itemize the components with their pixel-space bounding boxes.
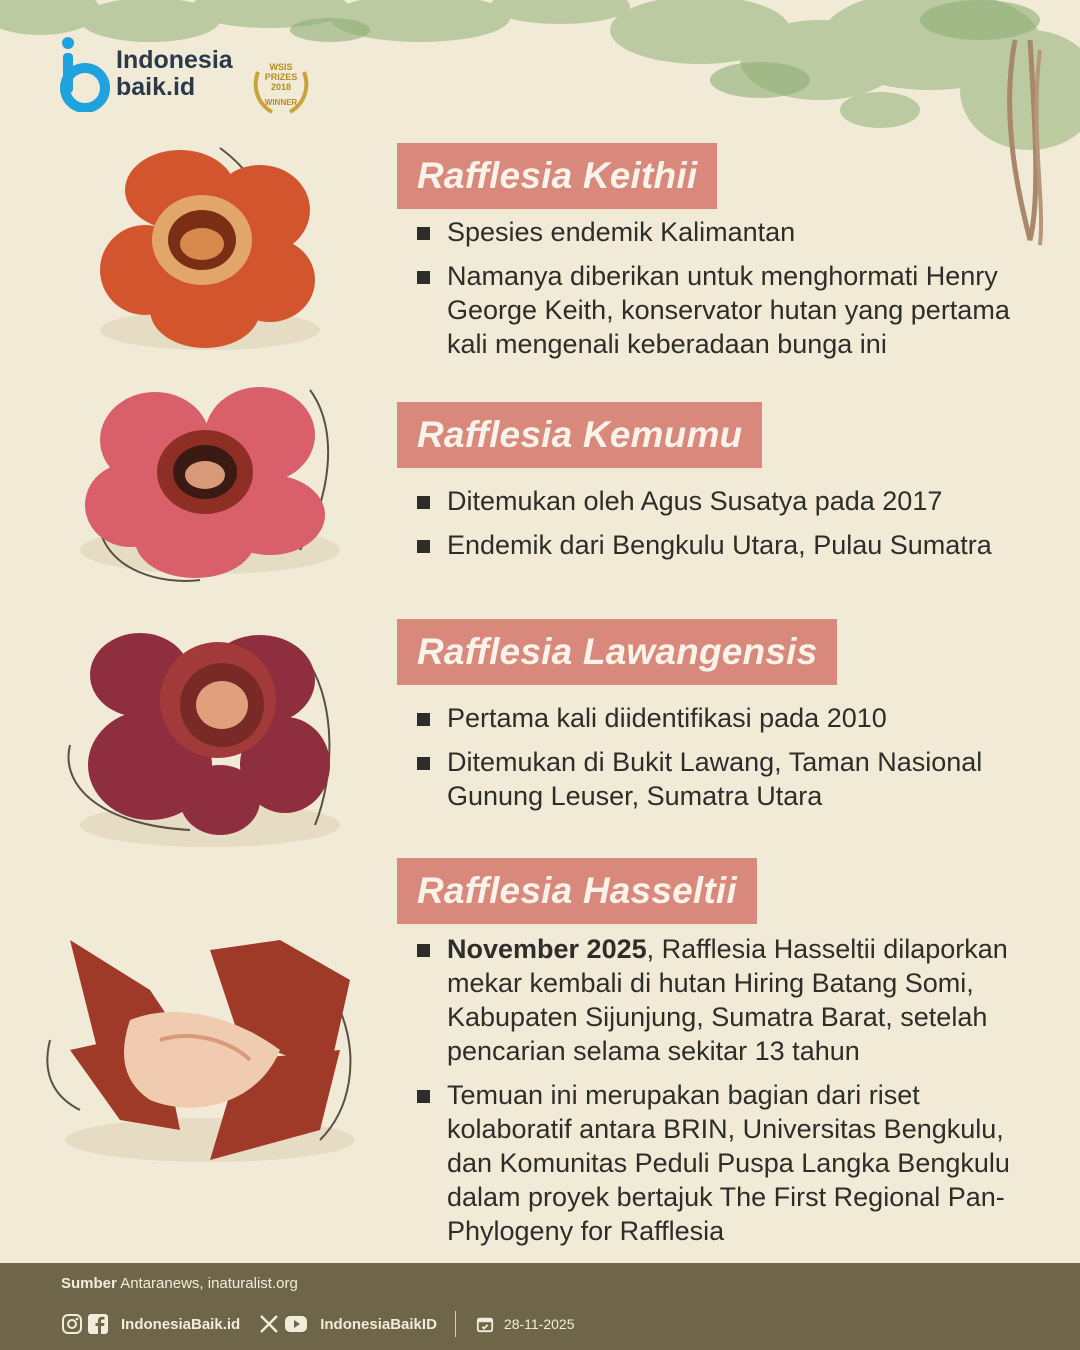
bullet-text: Namanya diberikan untuk menghormati Henry George Keith, konservator hutan yang pertama kali mengenali keberadaan bunga ini [447,261,1010,359]
publish-date: 28-11-2025 [503,1316,575,1332]
species-title-box [397,619,837,685]
bullet-text: Ditemukan di Bukit Lawang, Taman Nasional Gunung Leuser, Sumatra Utara [447,747,983,811]
social-handle-1[interactable]: IndonesiaBaik.id [121,1315,241,1333]
facebook-icon[interactable] [87,1313,109,1335]
bullet-square-icon [417,540,430,553]
calendar-icon [476,1315,494,1333]
award-line3: 2018 [270,82,292,92]
instagram-icon[interactable] [61,1313,83,1335]
footer-divider [455,1311,456,1337]
x-icon[interactable] [258,1313,280,1335]
bullet-square-icon [417,227,430,240]
species-title: Rafflesia Kemumu [417,414,743,455]
bullet-text: Spesies endemik Kalimantan [447,217,796,247]
brand-logo [60,36,233,112]
bullet-text: Temuan ini merupakan bagian dari riset kolaboratif antara BRIN, Universitas Bengkulu, dan Komunitas Peduli Puspa Langka Bengkulu dalam proyek bertajuk The First Regional Pan-Phylogeny for Rafflesia [447,1080,1010,1246]
rafflesia-keithii-image [80,140,340,370]
bullet-text: Ditemukan oleh Agus Susatya pada 2017 [447,486,943,516]
youtube-icon[interactable] [284,1313,308,1335]
bullet-item [415,701,1045,735]
wsis-award-badge [248,52,314,118]
award-line4: WINNER [264,98,298,107]
bullet-item [415,745,1045,813]
rafflesia-lawangensis-image [60,625,350,855]
rafflesia-kemumu-image [60,380,360,590]
bullet-item [415,528,1045,562]
bullet-bold-lead: November 2025 [447,934,647,964]
species-title: Rafflesia Hasseltii [417,870,737,911]
social-handle-2[interactable]: IndonesiaBaikID [320,1315,437,1333]
bullet-text: Pertama kali diidentifikasi pada 2010 [447,703,887,733]
indonesiabaik-logo-icon [60,36,110,112]
social-bar [61,1311,574,1337]
bullet-square-icon [417,713,430,726]
species-bullets [415,484,1045,572]
source-text: Antaranews, inaturalist.org [120,1275,298,1292]
species-title: Rafflesia Keithii [417,155,698,196]
bullet-text: , Rafflesia Hasseltii dilaporkan mekar kembali di hutan Hiring Batang Somi, Kabupaten Sijunjung, Sumatra Barat, setelah pencarian selama sekitar 13 tahun [447,934,1008,1066]
bullet-square-icon [417,496,430,509]
brand-name-line2: baik.id [116,73,196,101]
species-title-box [397,402,762,468]
bullet-square-icon [417,271,430,284]
bullet-item [415,259,1045,361]
species-bullets [415,701,1045,823]
award-line2: PRIZES [264,72,298,82]
bullet-item [415,932,1045,1068]
source-label: Sumber [61,1275,117,1292]
species-title: Rafflesia Lawangensis [417,631,818,672]
rafflesia-hasseltii-image [40,930,370,1170]
species-title-box [397,858,757,924]
bullet-square-icon [417,757,430,770]
bullet-square-icon [417,944,430,957]
bullet-text: Endemik dari Bengkulu Utara, Pulau Sumatra [447,530,992,560]
bullet-item [415,484,1045,518]
bullet-item [415,1078,1045,1248]
bullet-square-icon [417,1090,430,1103]
source-line [61,1275,298,1292]
bullet-item [415,215,1045,249]
brand-name-line1: Indonesia [116,46,233,74]
footer [0,1263,1080,1350]
species-bullets [415,215,1045,371]
brand-name [116,47,233,101]
species-bullets [415,932,1045,1258]
species-title-box [397,143,717,209]
award-line1: WSIS [269,62,293,72]
